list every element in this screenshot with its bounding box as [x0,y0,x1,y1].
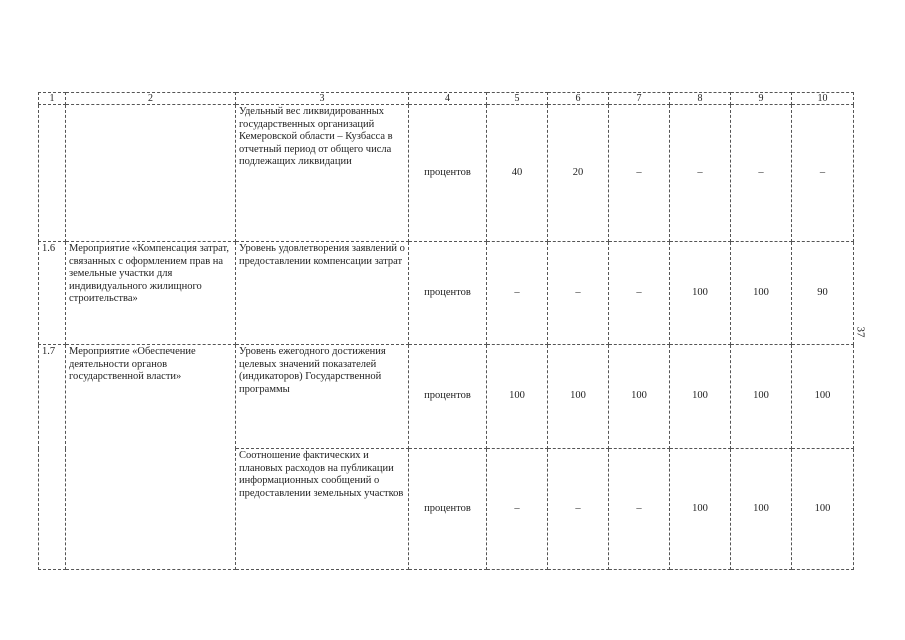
value-cell: 100 [487,345,548,449]
value-cell: – [731,105,792,242]
value-cell: 100 [731,345,792,449]
measure-cell: Мероприятие «Обеспечение деятельности органов государственной власти» [66,345,236,570]
header-cell: 2 [66,93,236,105]
value-cell: – [609,242,670,345]
header-cell: 10 [792,93,854,105]
header-cell: 5 [487,93,548,105]
value-cell: – [792,105,854,242]
value-cell: 100 [548,345,609,449]
header-cell: 3 [236,93,409,105]
value-cell: 100 [731,242,792,345]
value-cell: – [609,105,670,242]
value-cell: – [487,242,548,345]
header-row [39,93,854,105]
value-cell: 100 [731,449,792,570]
header-cell: 9 [731,93,792,105]
table-row [39,105,854,242]
value-cell: – [548,449,609,570]
value-cell: 100 [792,449,854,570]
header-cell: 4 [409,93,487,105]
value-cell: 100 [670,242,731,345]
value-cell: 40 [487,105,548,242]
value-cell: 100 [670,345,731,449]
header-cell: 6 [548,93,609,105]
header-cell: 1 [39,93,66,105]
value-cell: – [609,449,670,570]
indicator-cell: Уровень ежегодного достижения целевых значений показателей (индикаторов) Государственной программы [236,345,409,449]
indicators-table [38,92,854,570]
indicator-cell: Уровень удовлетворения заявлений о предоставлении компенсации затрат [236,242,409,345]
value-cell: 100 [792,345,854,449]
row-number: 1.7 [39,345,66,570]
table-row [39,345,854,449]
table-row [39,242,854,345]
unit-cell: процентов [409,449,487,570]
indicator-cell: Удельный вес ликвидированных государственных организаций Кемеровской области – Кузбасса в отчетный период от общего числа подлежащих ликвидации [236,105,409,242]
header-cell: 7 [609,93,670,105]
indicator-cell: Соотношение фактических и плановых расходов на публикации информационных сообщений о предоставлении земельных участков [236,449,409,570]
page-number: 37 [854,326,867,338]
unit-cell: процентов [409,242,487,345]
measure-cell [66,105,236,242]
row-number: 1.6 [39,242,66,345]
value-cell: 100 [609,345,670,449]
value-cell: – [670,105,731,242]
unit-cell: процентов [409,345,487,449]
value-cell: – [487,449,548,570]
measure-cell: Мероприятие «Компенсация затрат, связанных с оформлением прав на земельные участки для индивидуального жилищного строительства» [66,242,236,345]
value-cell: – [548,242,609,345]
value-cell: 90 [792,242,854,345]
header-cell: 8 [670,93,731,105]
value-cell: 20 [548,105,609,242]
unit-cell: процентов [409,105,487,242]
value-cell: 100 [670,449,731,570]
row-number [39,105,66,242]
